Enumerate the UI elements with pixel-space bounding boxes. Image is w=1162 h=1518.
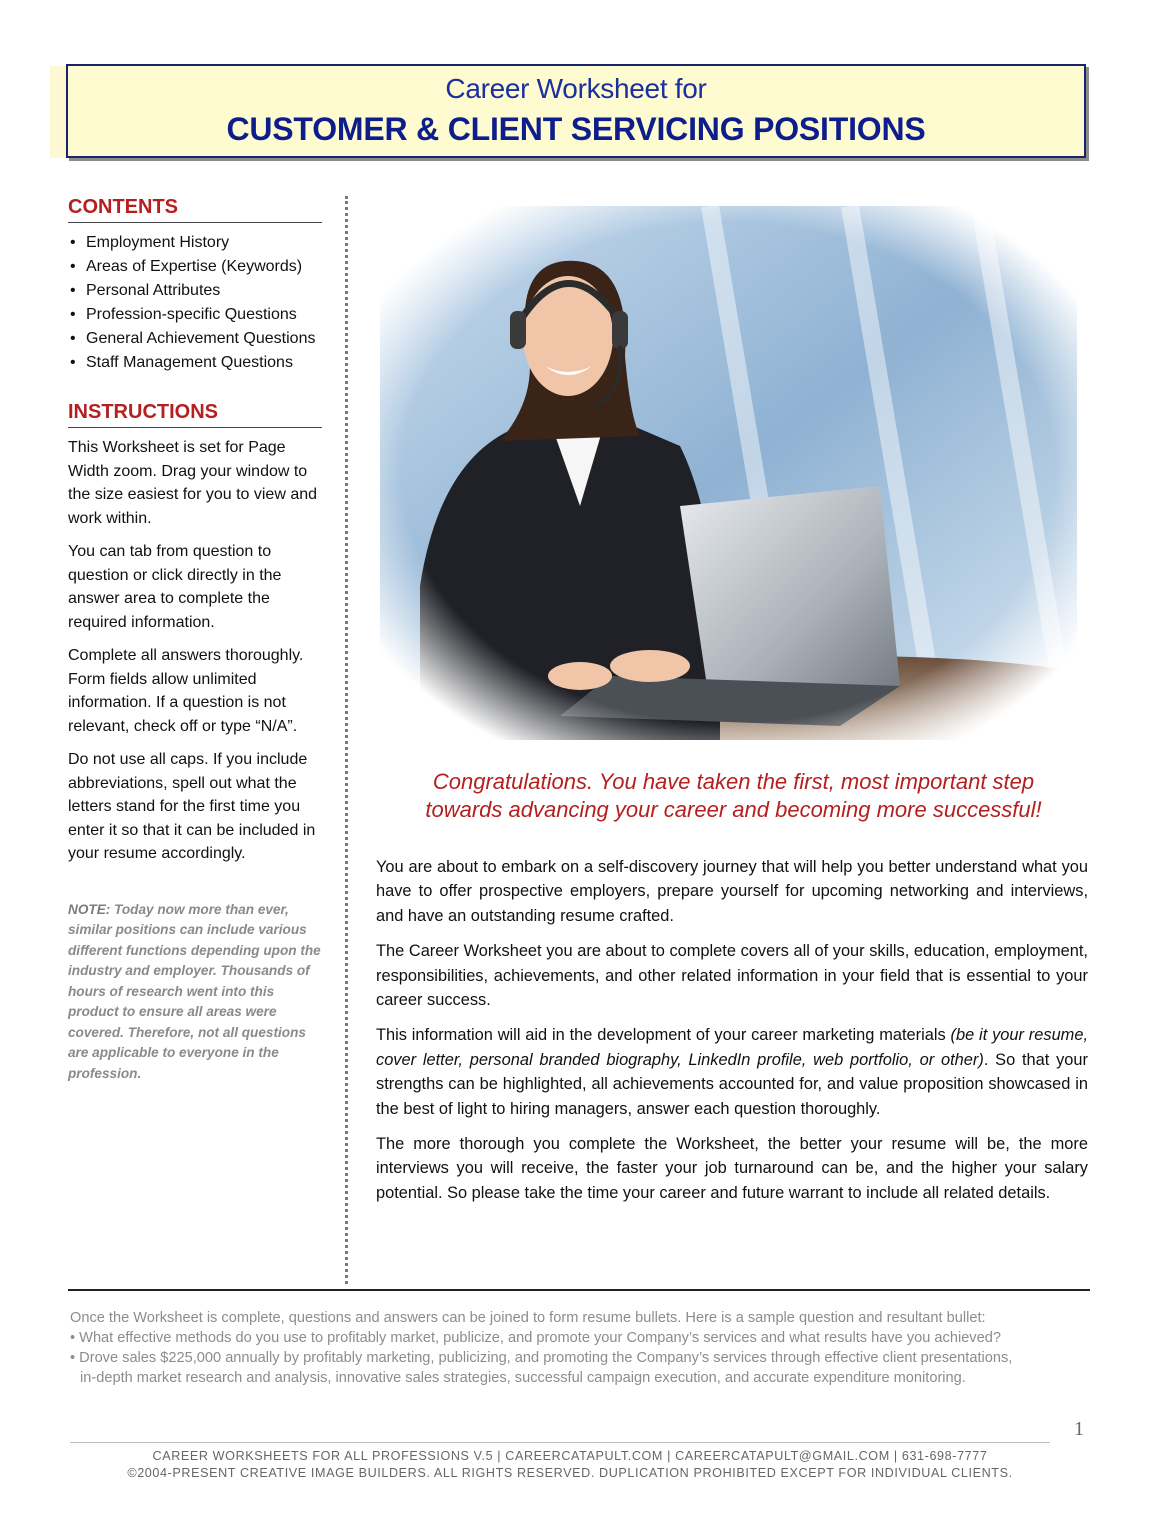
para3-end: . So that your strengths can be highlighted, all achievements accounted for, and value proposition showcased in the best of light to hiring managers, answer each question thoroughly. — [376, 1050, 1088, 1118]
horizontal-divider — [68, 1289, 1090, 1291]
instruction-paragraph: Do not use all caps. If you include abbreviations, spell out what the letters stand for the first time you enter it so that it can be included in your resume accordingly. — [68, 751, 316, 862]
congrats-line-2: towards advancing your career and becoming more successful! — [425, 797, 1042, 822]
note — [68, 900, 322, 1085]
sample-question: • What effective methods do you use to profitably market, publicize, and promote your Company’s services and what results have you achieved? — [70, 1330, 1001, 1346]
footer-line-1: CAREER WORKSHEETS FOR ALL PROFESSIONS V.5 | CAREERCATAPULT.COM | CAREERCATAPULT@GMAIL.COM | 631-698-7777 — [152, 1449, 988, 1463]
footer — [60, 1448, 1080, 1482]
intro-body — [376, 855, 1088, 1216]
intro-paragraph-4: The more thorough you complete the Worksheet, the better your resume will be, the more interviews you will receive, the faster your job turnaround can be, and the higher your salary potential. So please take the time your career and future warrant to include all related details. — [376, 1135, 1088, 1202]
sidebar — [68, 196, 322, 1084]
sample-bullet-line-1: • Drove sales $225,000 annually by profitably marketing, publicizing, and promoting the Company’s services through effective client presentations, — [70, 1350, 1013, 1366]
title-box — [66, 64, 1086, 158]
title-line-2: CUSTOMER & CLIENT SERVICING POSITIONS — [226, 111, 926, 147]
note-label: NOTE: — [68, 901, 111, 917]
vertical-divider — [345, 196, 348, 1284]
intro-paragraph-3 — [376, 1023, 1088, 1121]
contents-item[interactable]: • Personal Attributes — [68, 279, 322, 303]
contents-item[interactable]: • Areas of Expertise (Keywords) — [68, 255, 322, 279]
customer-service-agent-illustration — [380, 206, 1077, 740]
intro-paragraph-2: The Career Worksheet you are about to complete covers all of your skills, education, employment, responsibilities, achievements, and other related information in your field that is essential to your career success. — [376, 942, 1088, 1010]
instructions-heading: INSTRUCTIONS — [68, 401, 322, 428]
instructions — [68, 436, 322, 866]
title-line-1: Career Worksheet for — [445, 73, 707, 104]
contents-item[interactable]: • General Achievement Questions — [68, 327, 322, 351]
hero-photo — [380, 206, 1077, 740]
sample-intro: Once the Worksheet is complete, questions and answers can be joined to form resume bullets. Here is a sample question and resultant bullet: — [70, 1310, 986, 1326]
para3-start: This information will aid in the development of your career marketing materials — [376, 1026, 946, 1045]
instruction-paragraph: Complete all answers thoroughly. Form fields allow unlimited information. If a question is not relevant, check off or type “N/A”. — [68, 647, 304, 735]
contents-item[interactable]: • Staff Management Questions — [68, 351, 322, 375]
page-number: 1 — [1074, 1418, 1084, 1440]
contents-list — [68, 231, 322, 375]
footer-line-2: ©2004-PRESENT CREATIVE IMAGE BUILDERS. ALL RIGHTS RESERVED. DUPLICATION PROHIBITED EXCEPT FOR INDIVIDUAL CLIENTS. — [127, 1466, 1013, 1480]
contents-heading: CONTENTS — [68, 196, 322, 223]
contents-item[interactable]: • Employment History — [68, 231, 322, 255]
instruction-paragraph: This Worksheet is set for Page Width zoom. Drag your window to the size easiest for you to view and work within. — [68, 439, 318, 527]
sample-bullet-line-2: in-depth market research and analysis, innovative sales strategies, successful campaign execution, and accurate expenditure monitoring. — [80, 1370, 966, 1386]
contents-item[interactable]: • Profession-specific Questions — [68, 303, 322, 327]
footer-rule — [70, 1442, 1050, 1443]
note-text: Today now more than ever, similar positions can include various different functions depending upon the industry and employer. Thousands of hours of research went into this product to ensure all areas were covered. Therefore, not all questions are applicable to everyone in the profession. — [68, 901, 321, 1081]
congratulations-message — [380, 768, 1087, 824]
para3-italic: (be it your resume, cover letter, personal branded biography, LinkedIn profile, web portfolio, or other) — [376, 1026, 1089, 1069]
intro-paragraph-1: You are about to embark on a self-discovery journey that will help you better understand what you have to offer prospective employers, prepare yourself for upcoming networking and interviews, and have an outstanding resume crafted. — [376, 858, 1088, 925]
congrats-line-1: Congratulations. You have taken the first, most important step — [432, 769, 1035, 794]
title-accent-strip — [50, 66, 66, 158]
sample-bullet-section — [70, 1308, 1100, 1388]
instruction-paragraph: You can tab from question to question or click directly in the answer area to complete the required information. — [68, 543, 282, 631]
